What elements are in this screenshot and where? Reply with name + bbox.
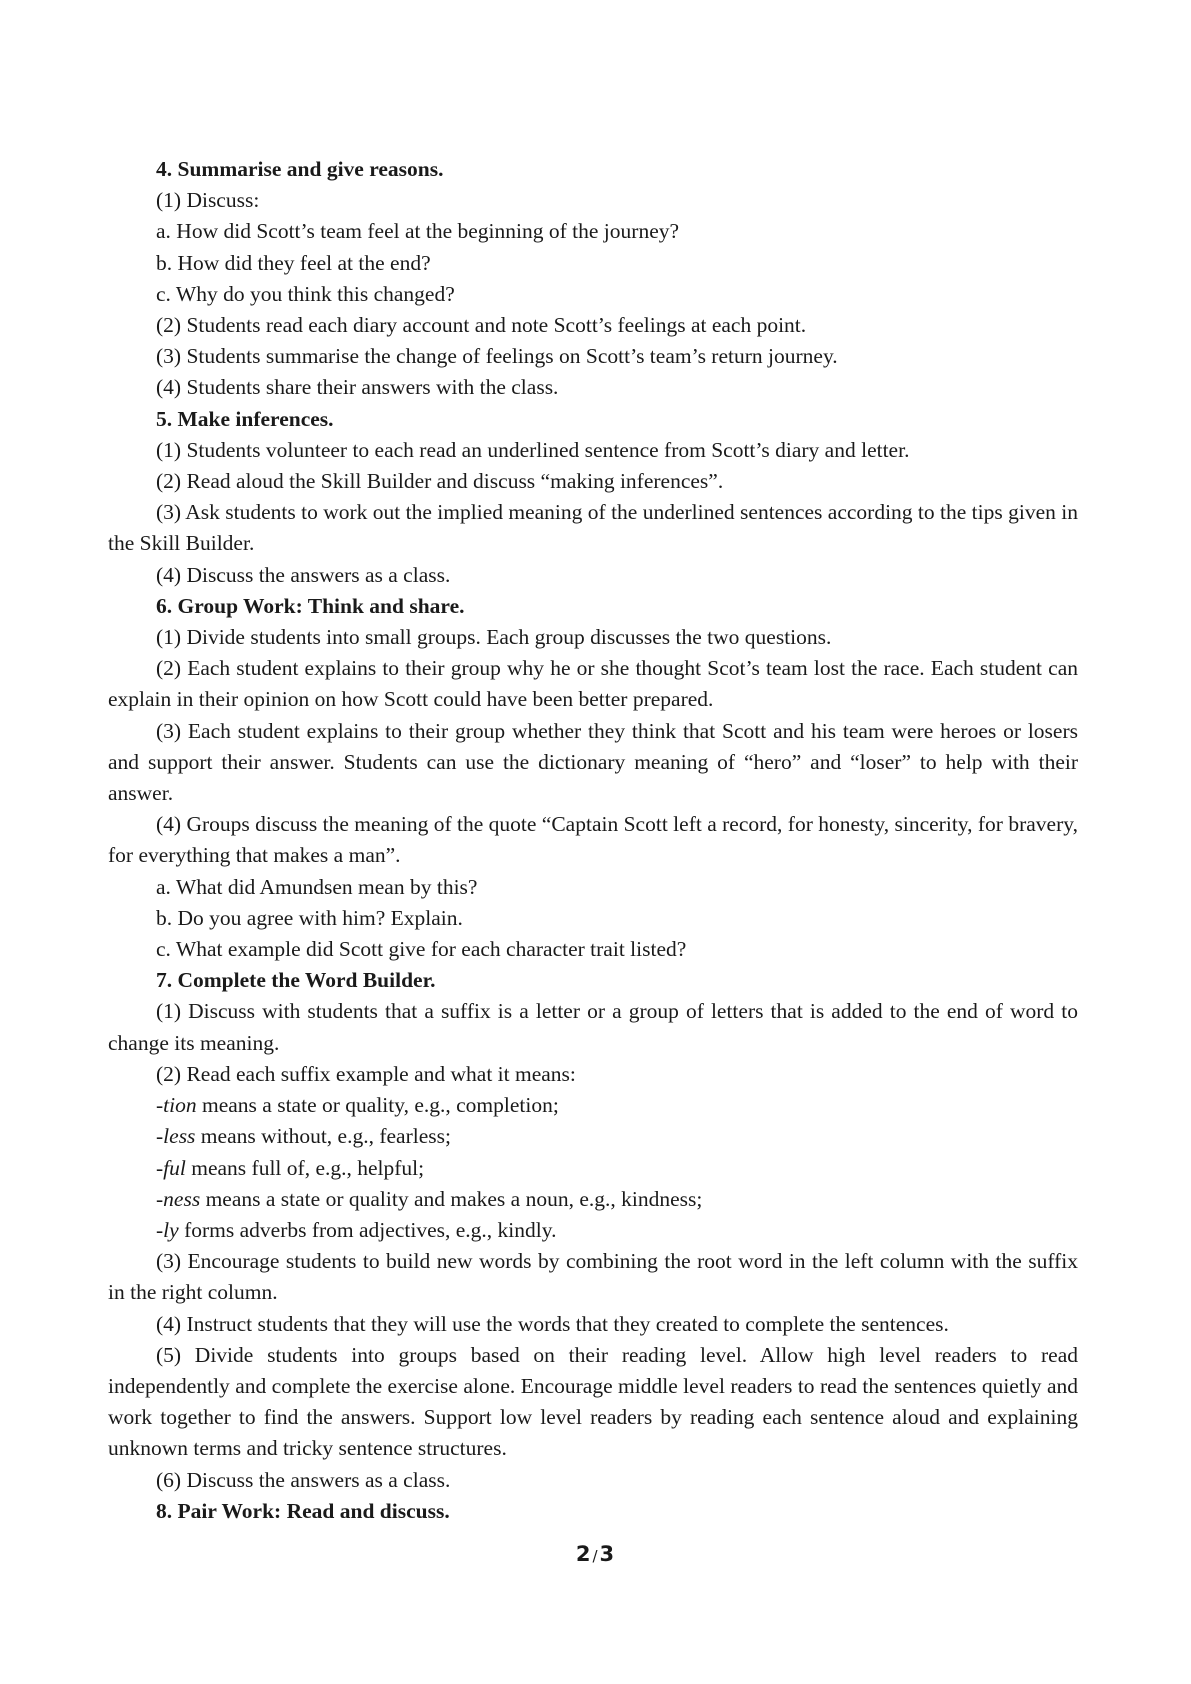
body-paragraph: b. Do you agree with him? Explain. <box>156 905 463 930</box>
body-paragraph: (2) Students read each diary account and note Scott’s feelings at each point. <box>156 313 807 338</box>
body-paragraph: (1) Students volunteer to each read an underlined sentence from Scott’s diary and letter. <box>156 437 910 462</box>
body-paragraph: a. How did Scott’s team feel at the beginning of the journey? <box>156 219 680 244</box>
document-body <box>108 154 1078 1527</box>
body-paragraph: (1) Divide students into small groups. Each group discusses the two questions. <box>156 625 832 650</box>
suffix-definition: means a state or quality, e.g., completion; <box>196 1093 559 1118</box>
section-heading: 6. Group Work: Think and share. <box>156 593 465 618</box>
suffix-definition: means full of, e.g., helpful; <box>185 1155 425 1180</box>
suffix-dash: - <box>156 1217 164 1242</box>
suffix-definition: means without, e.g., fearless; <box>195 1124 451 1149</box>
suffix-term: ful <box>163 1155 186 1180</box>
page-number <box>0 1542 1191 1566</box>
suffix-definition: means a state or quality and makes a noun, e.g., kindness; <box>200 1186 703 1211</box>
body-paragraph: (5) Divide students into groups based on their reading level. Allow high level readers to read independently and complete the exercise alone. Encourage middle level readers to read the sentences quietly and work together to find the answers. Support low level readers by reading each sentence aloud and explaining unknown terms and tricky sentence structures. <box>108 1342 1078 1461</box>
suffix-dash: - <box>156 1186 164 1211</box>
section-heading: 8. Pair Work: Read and discuss. <box>156 1498 450 1523</box>
body-paragraph: (3) Students summarise the change of feelings on Scott’s team’s return journey. <box>156 344 838 369</box>
section-heading: 5. Make inferences. <box>156 406 334 431</box>
body-paragraph: (3) Ask students to work out the implied meaning of the underlined sentences according to the tips given in the Skill Builder. <box>108 500 1078 556</box>
suffix-item <box>108 1153 1078 1184</box>
suffix-term: ness <box>163 1186 201 1211</box>
section-heading: 7. Complete the Word Builder. <box>156 968 436 993</box>
body-paragraph: c. Why do you think this changed? <box>156 281 455 306</box>
body-paragraph: b. How did they feel at the end? <box>156 250 431 275</box>
suffix-dash: - <box>156 1155 164 1180</box>
body-paragraph: (2) Read aloud the Skill Builder and discuss “making inferences”. <box>156 469 724 494</box>
body-paragraph: c. What example did Scott give for each character trait listed? <box>156 937 687 962</box>
body-paragraph: (4) Students share their answers with the class. <box>156 375 559 400</box>
body-paragraph: (4) Discuss the answers as a class. <box>156 562 451 587</box>
body-paragraph: (1) Discuss: <box>156 188 260 213</box>
suffix-dash: - <box>156 1124 164 1149</box>
body-paragraph: (1) Discuss with students that a suffix is a letter or a group of letters that is added to the end of word to change its meaning. <box>108 999 1078 1055</box>
suffix-item <box>108 1090 1078 1121</box>
body-paragraph: (3) Each student explains to their group whether they think that Scott and his team were heroes or losers and support their answer. Students can use the dictionary meaning of “hero” and “loser” to help with their answer. <box>108 718 1078 806</box>
body-paragraph: (2) Each student explains to their group why he or she thought Scot’s team lost the race. Each student can explain in their opinion on how Scott could have been better prepared. <box>108 656 1078 712</box>
suffix-item <box>108 1121 1078 1152</box>
suffix-item <box>108 1184 1078 1215</box>
suffix-term: tion <box>163 1093 197 1118</box>
suffix-item <box>108 1215 1078 1246</box>
suffix-term: less <box>163 1124 196 1149</box>
body-paragraph: (2) Read each suffix example and what it means: <box>156 1061 576 1086</box>
body-paragraph: (4) Groups discuss the meaning of the quote “Captain Scott left a record, for honesty, sincerity, for bravery, for everything that makes a man”. <box>108 812 1078 868</box>
body-paragraph: a. What did Amundsen mean by this? <box>156 874 478 899</box>
body-paragraph: (4) Instruct students that they will use the words that they created to complete the sentences. <box>156 1311 949 1336</box>
body-paragraph: (3) Encourage students to build new words by combining the root word in the left column with the suffix in the right column. <box>108 1249 1078 1305</box>
section-heading: 4. Summarise and give reasons. <box>156 157 444 181</box>
suffix-term: ly <box>163 1217 179 1242</box>
page-current: 2 <box>575 1542 592 1566</box>
body-paragraph: (6) Discuss the answers as a class. <box>156 1467 451 1492</box>
page-total: 3 <box>599 1542 616 1566</box>
suffix-definition: forms adverbs from adjectives, e.g., kindly. <box>178 1217 557 1242</box>
page-separator: / <box>592 1547 599 1565</box>
suffix-dash: - <box>156 1093 164 1118</box>
